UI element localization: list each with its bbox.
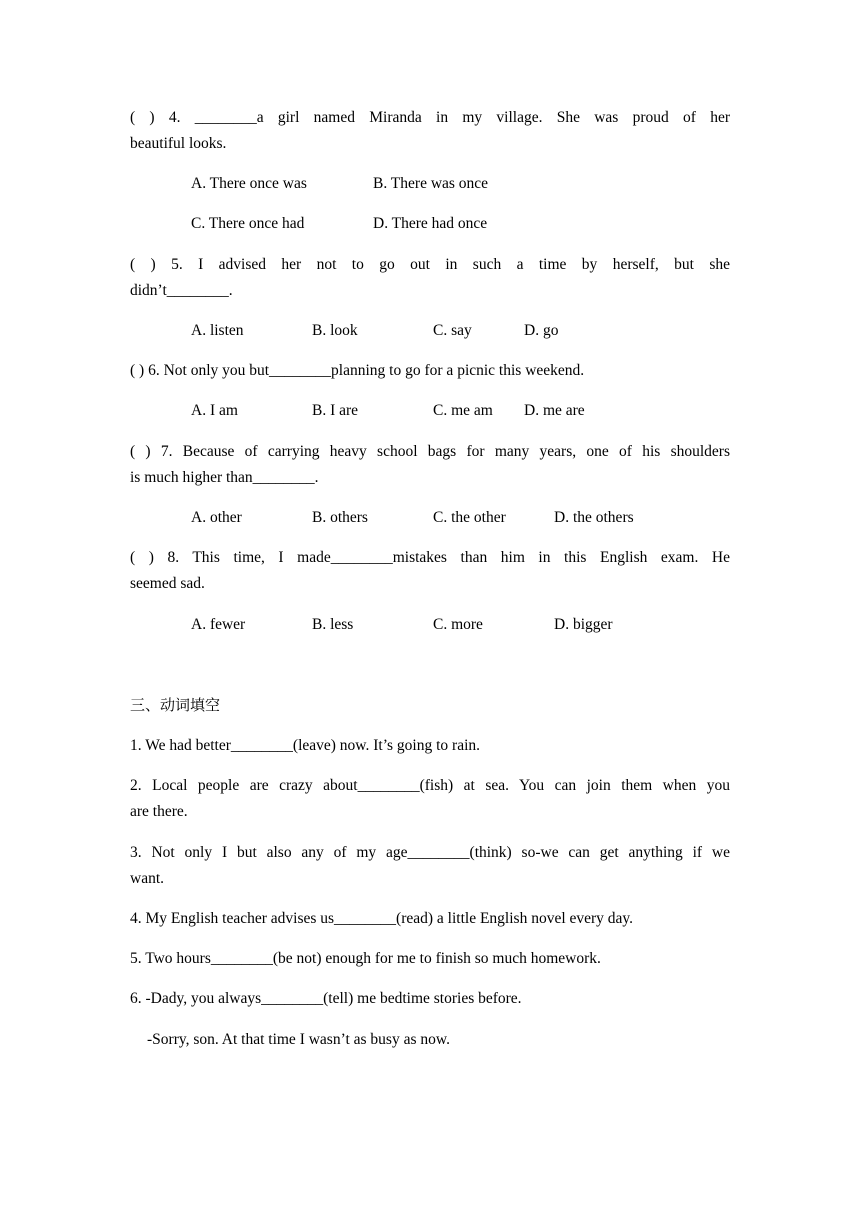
verb-item-2: 2. Local people are crazy about________(fish) at sea. You can join them when you <box>130 777 730 794</box>
question-7-text: ( ) 7. Because of carrying heavy school bags for many years, one of his shoulders <box>130 443 730 460</box>
question-5-text: ( ) 5. I advised her not to go out in such a time by herself, but she <box>130 256 730 273</box>
question-8-option-a: A. fewer <box>191 616 246 633</box>
question-8-text-continued: seemed sad. <box>130 575 205 592</box>
question-8-text: ( ) 8. This time, I made________mistakes than him in this English exam. He <box>130 549 730 566</box>
question-5-option-a: A. listen <box>191 322 244 339</box>
section-heading: 三、动词填空 <box>130 696 221 714</box>
verb-item-1: 1. We had better________(leave) now. It’s going to rain. <box>130 737 480 754</box>
question-7-option-c: C. the other <box>433 509 506 526</box>
question-5-option-d: D. go <box>524 322 559 339</box>
question-5-option-c: C. say <box>433 322 472 339</box>
question-6-option-b: B. I are <box>312 402 359 419</box>
question-6-text: ( ) 6. Not only you but________planning to go for a picnic this weekend. <box>130 362 585 379</box>
question-4-option-a: A. There once was <box>191 175 307 192</box>
verb-item-4: 4. My English teacher advises us________(read) a little English novel every day. <box>130 910 634 927</box>
question-4-option-c: C. There once had <box>191 215 305 232</box>
question-7-option-b: B. others <box>312 509 368 526</box>
question-7-option-a: A. other <box>191 509 242 526</box>
verb-item-2-continued: are there. <box>130 803 188 820</box>
question-8-option-d: D. bigger <box>554 616 613 633</box>
verb-item-5: 5. Two hours________(be not) enough for me to finish so much homework. <box>130 950 601 967</box>
question-5-option-b: B. look <box>312 322 358 339</box>
question-4-option-b: B. There was once <box>373 175 489 192</box>
question-8-option-c: C. more <box>433 616 483 633</box>
verb-item-3-continued: want. <box>130 870 165 887</box>
question-8-option-b: B. less <box>312 616 354 633</box>
verb-item-6: 6. -Dady, you always________(tell) me bedtime stories before. <box>130 990 522 1007</box>
question-4-text: ( ) 4. ________a girl named Miranda in my village. She was proud of her <box>130 109 730 126</box>
verb-item-6-reply: -Sorry, son. At that time I wasn’t as busy as now. <box>147 1031 450 1048</box>
question-7-text-continued: is much higher than________. <box>130 469 319 486</box>
question-6-option-a: A. I am <box>191 402 238 419</box>
question-5-text-continued: didn’t________. <box>130 282 233 299</box>
question-4-option-d: D. There had once <box>373 215 488 232</box>
question-7-option-d: D. the others <box>554 509 634 526</box>
verb-item-3: 3. Not only I but also any of my age________(think) so-we can get anything if we <box>130 844 730 861</box>
question-6-option-c: C. me am <box>433 402 493 419</box>
question-4-text-continued: beautiful looks. <box>130 135 227 152</box>
question-6-option-d: D. me are <box>524 402 585 419</box>
